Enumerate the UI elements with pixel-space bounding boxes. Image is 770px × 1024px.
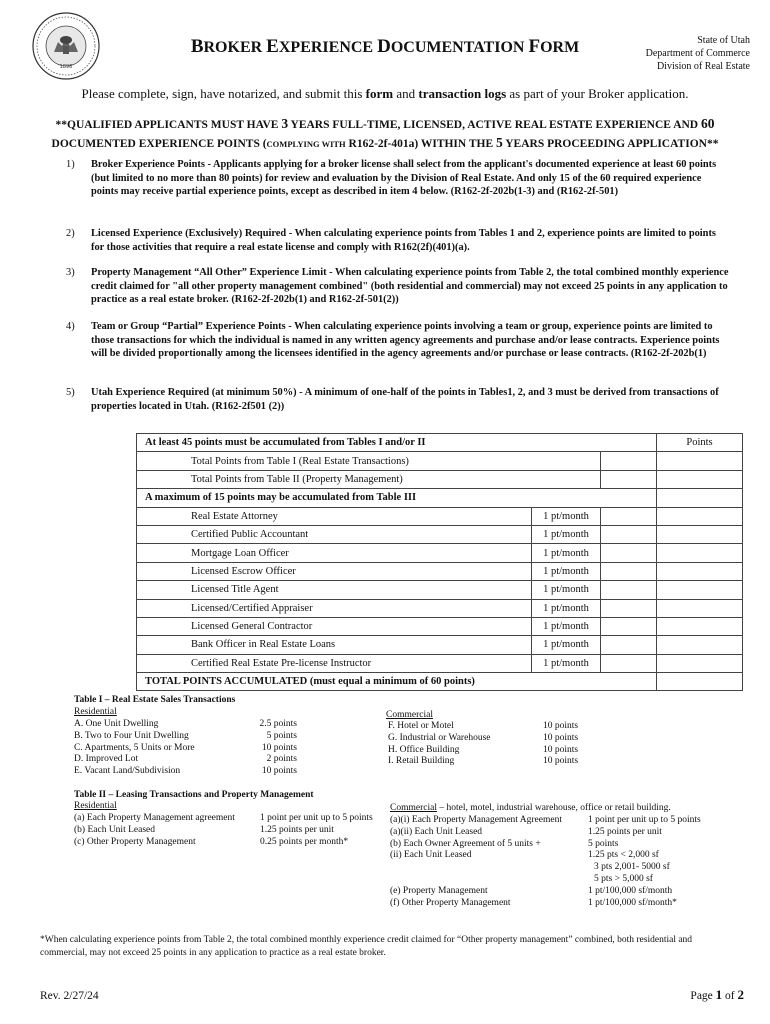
table-row: Licensed/Certified Appraiser 1 pt/month xyxy=(137,599,743,617)
months-input[interactable] xyxy=(601,636,657,654)
table-row: Mortgage Loan Officer 1 pt/month xyxy=(137,544,743,562)
rule-item-1: 1) Broker Experience Points - Applicants applying for a broker license shall select from the applicant's documented experience at least 60 points (but limited to no more than 80 points) for review and evaluation by the Division of Real Estate. And only 15 of the 60 required experience points may receive partial experience points, except as described in item 4 below. (R162-2f-202b(1-3) and (R162-2f-501) xyxy=(66,159,717,198)
months-input[interactable] xyxy=(601,562,657,580)
table-header: At least 45 points must be accumulated from Tables I and/or II xyxy=(137,434,657,452)
months-input[interactable] xyxy=(601,581,657,599)
table-row: Certified Real Estate Pre-license Instructor 1 pt/month xyxy=(137,654,743,672)
table2-commercial-heading: Commercial – hotel, motel, industrial warehouse, office or retail building. xyxy=(390,803,671,813)
svg-text:1896: 1896 xyxy=(59,64,73,70)
table-row: Total Points from Table I (Real Estate Transactions) xyxy=(137,452,743,470)
table1-commercial-list: F. Hotel or Motel 10 points G. Industrial or Warehouse 10 points H. Office Building 10 points I. Retail Building 10 points xyxy=(388,721,579,767)
table-row: Certified Public Accountant 1 pt/month xyxy=(137,525,743,543)
table-row xyxy=(137,434,743,452)
points-input[interactable] xyxy=(657,562,743,580)
table-row xyxy=(137,489,743,507)
points-input[interactable] xyxy=(657,581,743,599)
points-table xyxy=(136,433,743,691)
table-row xyxy=(137,673,743,691)
agency-block: State of Utah Department of Commerce Division of Real Estate xyxy=(645,35,750,72)
table1-commercial-label: Commercial xyxy=(386,710,433,720)
points-input[interactable] xyxy=(601,470,657,488)
table-row: Total Points from Table II (Property Management) xyxy=(137,470,743,488)
points-input[interactable] xyxy=(657,507,743,525)
footnote: *When calculating experience points from Table 2, the total combined monthly experience credit claimed for “Other property management” combined, both residential and commercial, may not exceed 25 points in any application to practice as a real estate broker. xyxy=(40,935,693,958)
months-input[interactable] xyxy=(601,599,657,617)
rule-item-4: 4) Team or Group “Partial” Experience Points - When calculating experience points involving a team or group, experience points are limited to those transactions for which the individual is named in any written agency agreements and purchase and/or lease contracts. Experience points will be divided proportionally among the licensees identified in the agency agreements and/or purchase or lease contracts. (R162-2f-202b(1) xyxy=(66,321,720,360)
revision-date: Rev. 2/27/24 xyxy=(40,990,99,1002)
points-input[interactable] xyxy=(657,525,743,543)
table1-title: Table I – Real Estate Sales Transactions xyxy=(74,695,236,705)
qualification-notice: **QUALIFIED APPLICANTS MUST HAVE 3 YEARS FULL-TIME, LICENSED, ACTIVE REAL ESTATE EXPERIENCE AND 60 DOCUMENTED EXPERIENCE POINTS (COMPLYING WITH R162-2f-401a) WITHIN THE 5 YEARS PROCEEDING APPLICATION** xyxy=(51,116,719,150)
table1-residential-list: A. One Unit Dwelling 2.5 points B. Two to Four Unit Dwelling 5 points C. Apartments, 5 Units or More 10 points D. Improved Lot 2 points E. Vacant Land/Subdivision 10 points xyxy=(74,719,297,777)
points-input[interactable] xyxy=(657,470,743,488)
points-input[interactable] xyxy=(601,452,657,470)
total-points-label: TOTAL POINTS ACCUMULATED (must equal a minimum of 60 points) xyxy=(137,673,657,691)
table2-residential-list: (a) Each Property Management agreement 1 point per unit up to 5 points (b) Each Unit Leased 1.25 points per unit (c) Other Property Management 0.25 points per month* xyxy=(74,813,373,847)
page-title: BROKER EXPERIENCE DOCUMENTATION FORM xyxy=(190,36,580,57)
table2-commercial-list-tail: (e) Property Management 1 pt/100,000 sf/month (f) Other Property Management 1 pt/100,000 sf/month* xyxy=(390,886,677,908)
months-input[interactable] xyxy=(601,525,657,543)
table1-residential-label: Residential xyxy=(74,707,117,717)
months-input[interactable] xyxy=(601,544,657,562)
months-input[interactable] xyxy=(601,654,657,672)
points-input[interactable] xyxy=(657,654,743,672)
table-row: Licensed Title Agent 1 pt/month xyxy=(137,581,743,599)
page-number: Page 1 of 2 xyxy=(690,987,744,1002)
table2-residential-label: Residential xyxy=(74,801,117,811)
total-points-input[interactable] xyxy=(657,673,743,691)
points-input[interactable] xyxy=(657,636,743,654)
rule-item-5: 5) Utah Experience Required (at minimum 50%) - A minimum of one-half of the points in Tables1, 2, and 3 must be derived from transactions of properties located in Utah. (R162-2f501 (2)) xyxy=(66,387,719,412)
table3-header: A maximum of 15 points may be accumulated from Table III xyxy=(137,489,657,507)
points-input[interactable] xyxy=(657,599,743,617)
points-column-header: Points xyxy=(657,434,743,452)
table-row: Bank Officer in Real Estate Loans 1 pt/month xyxy=(137,636,743,654)
points-input[interactable] xyxy=(657,544,743,562)
table-row: Real Estate Attorney 1 pt/month xyxy=(137,507,743,525)
rule-item-2: 2) Licensed Experience (Exclusively) Required - When calculating experience points from Tables 1 and 2, experience points are limited to points for those activities that require a real estate license and comply with R162(2f)(401)(a). xyxy=(66,228,716,253)
months-input[interactable] xyxy=(601,617,657,635)
table-row: Licensed Escrow Officer 1 pt/month xyxy=(137,562,743,580)
rule-item-3: 3) Property Management “All Other” Experience Limit - When calculating experience points from Table 2, the total combined monthly experience credit claimed for "all other property management combined" (both residential and commercial) may not exceed 25 points in any application to practice as a real estate broker. (R162-2f-202b(1) and R162-2f-501(2)) xyxy=(66,267,729,306)
intro-text: Please complete, sign, have notarized, and submit this form and transaction logs as part of your Broker application. xyxy=(81,86,689,101)
points-input[interactable] xyxy=(657,452,743,470)
table2-title: Table II – Leasing Transactions and Property Management xyxy=(74,790,314,800)
points-input[interactable] xyxy=(657,489,743,507)
table-row: Licensed General Contractor 1 pt/month xyxy=(137,617,743,635)
points-input[interactable] xyxy=(657,617,743,635)
months-input[interactable] xyxy=(601,507,657,525)
table2-commercial-list: (a)(i) Each Property Management Agreement 1 point per unit up to 5 points (a)(ii) Each Unit Leased 1.25 points per unit (b) Each Owner Agreement of 5 units + 5 points (ii) Each Unit Leased 1.25 pts < 2,000 sf 3 pts 2,001- 5000 sf 5 pts > 5,000 sf xyxy=(390,815,701,884)
